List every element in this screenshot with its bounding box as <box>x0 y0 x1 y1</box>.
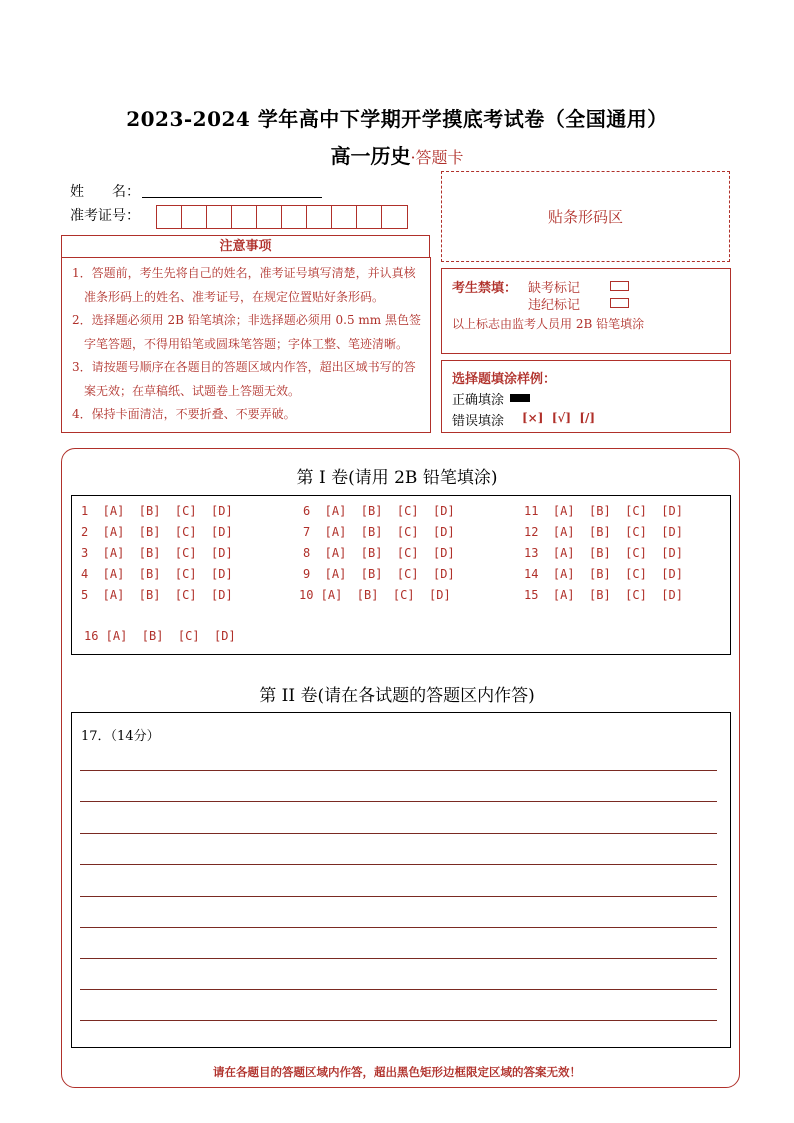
choice-question-7[interactable]: 7 [A] [B] [C] [D] <box>303 525 455 539</box>
subject-title <box>0 140 794 169</box>
id-digit-box[interactable] <box>307 206 332 228</box>
sample-heading: 选择题填涂样例： <box>452 372 557 387</box>
choice-question-3[interactable]: 3 [A] [B] [C] [D] <box>81 546 233 560</box>
answer-line[interactable] <box>80 833 717 834</box>
id-digit-box[interactable] <box>232 206 257 228</box>
id-digit-box[interactable] <box>282 206 307 228</box>
correct-fill-label: 正确填涂 <box>452 393 505 408</box>
choice-question-9[interactable]: 9 [A] [B] [C] [D] <box>303 567 455 581</box>
section2-title: 第 II 卷(请在各试题的答题区内作答) <box>259 686 535 706</box>
answer-line[interactable] <box>80 989 717 990</box>
subject-name: 高一历史 <box>330 144 411 168</box>
notice-item: 2．选择题必须用 2B 铅笔填涂；非选择题必须用 0.5 mm 黑色签字笔答题，不得用铅笔或圆珠笔答题；字体工整、笔迹清晰。 <box>72 313 422 351</box>
choice-question-11[interactable]: 11 [A] [B] [C] [D] <box>524 504 683 518</box>
exam-marks-box <box>441 268 731 354</box>
id-digit-box[interactable] <box>332 206 357 228</box>
choice-question-5[interactable]: 5 [A] [B] [C] [D] <box>81 588 233 602</box>
fill-sample-box <box>441 360 731 433</box>
id-number-boxes[interactable] <box>156 205 408 229</box>
id-digit-box[interactable] <box>382 206 407 228</box>
choice-question-10[interactable]: 10 [A] [B] [C] [D] <box>299 588 451 602</box>
choice-question-12[interactable]: 12 [A] [B] [C] [D] <box>524 525 683 539</box>
notice-item: 4．保持卡面清洁，不要折叠、不要弄破。 <box>72 407 296 421</box>
footer-warning: 请在各题目的答题区域内作答，超出黑色矩形边框限定区域的答案无效！ <box>213 1065 581 1079</box>
answer-box-17 <box>71 712 731 1048</box>
absent-mark-label: 缺考标记 <box>528 281 581 296</box>
exam-title: 2023-2024 学年高中下学期开学摸底考试卷（全国通用） <box>126 107 668 131</box>
correct-fill-sample <box>510 394 530 402</box>
id-label: 准考证号： <box>70 208 140 224</box>
choice-question-6[interactable]: 6 [A] [B] [C] [D] <box>303 504 455 518</box>
choice-question-1[interactable]: 1 [A] [B] [C] [D] <box>81 504 233 518</box>
answer-line[interactable] <box>80 927 717 928</box>
notice-heading: 注意事项 <box>61 235 430 258</box>
exam-marks-label: 考生禁填： <box>452 281 518 296</box>
name-input-line[interactable] <box>142 197 322 198</box>
violation-mark-label: 违纪标记 <box>528 298 581 313</box>
question-17-label: 17．（14分） <box>81 729 160 744</box>
section1-title: 第 I 卷(请用 2B 铅笔填涂) <box>296 468 498 488</box>
marks-note: 以上标志由监考人员用 2B 铅笔填涂 <box>452 317 645 331</box>
choice-question-16[interactable]: 16 [A] [B] [C] [D] <box>84 629 236 643</box>
name-label: 姓 名： <box>70 184 140 200</box>
wrong-fill-label: 错误填涂 <box>452 414 505 429</box>
answer-line[interactable] <box>80 864 717 865</box>
answer-card-label: ·答题卡 <box>410 148 464 167</box>
answer-line[interactable] <box>80 958 717 959</box>
notice-item: 1．答题前，考生先将自己的姓名，准考证号填写清楚，并认真核准条形码上的姓名、准考证号，在规定位置贴好条形码。 <box>72 266 416 304</box>
id-digit-box[interactable] <box>257 206 282 228</box>
choice-question-14[interactable]: 14 [A] [B] [C] [D] <box>524 567 683 581</box>
answer-line[interactable] <box>80 770 717 771</box>
absent-mark-box[interactable] <box>610 281 629 291</box>
choice-question-4[interactable]: 4 [A] [B] [C] [D] <box>81 567 233 581</box>
id-digit-box[interactable] <box>207 206 232 228</box>
answer-line[interactable] <box>80 801 717 802</box>
notice-item: 3．请按题号顺序在各题目的答题区域内作答，超出区域书写的答案无效；在草稿纸、试题卷上答题无效。 <box>72 360 416 398</box>
choice-question-8[interactable]: 8 [A] [B] [C] [D] <box>303 546 455 560</box>
wrong-fill-samples: [×] [√] [/] <box>522 411 596 425</box>
answer-line[interactable] <box>80 896 717 897</box>
id-digit-box[interactable] <box>357 206 382 228</box>
barcode-area <box>441 171 730 262</box>
notice-body <box>61 257 431 433</box>
choice-question-13[interactable]: 13 [A] [B] [C] [D] <box>524 546 683 560</box>
answer-line[interactable] <box>80 1020 717 1021</box>
id-digit-box[interactable] <box>157 206 182 228</box>
choice-question-2[interactable]: 2 [A] [B] [C] [D] <box>81 525 233 539</box>
choice-question-15[interactable]: 15 [A] [B] [C] [D] <box>524 588 683 602</box>
barcode-label: 贴条形码区 <box>547 208 623 226</box>
id-digit-box[interactable] <box>182 206 207 228</box>
violation-mark-box[interactable] <box>610 298 629 308</box>
